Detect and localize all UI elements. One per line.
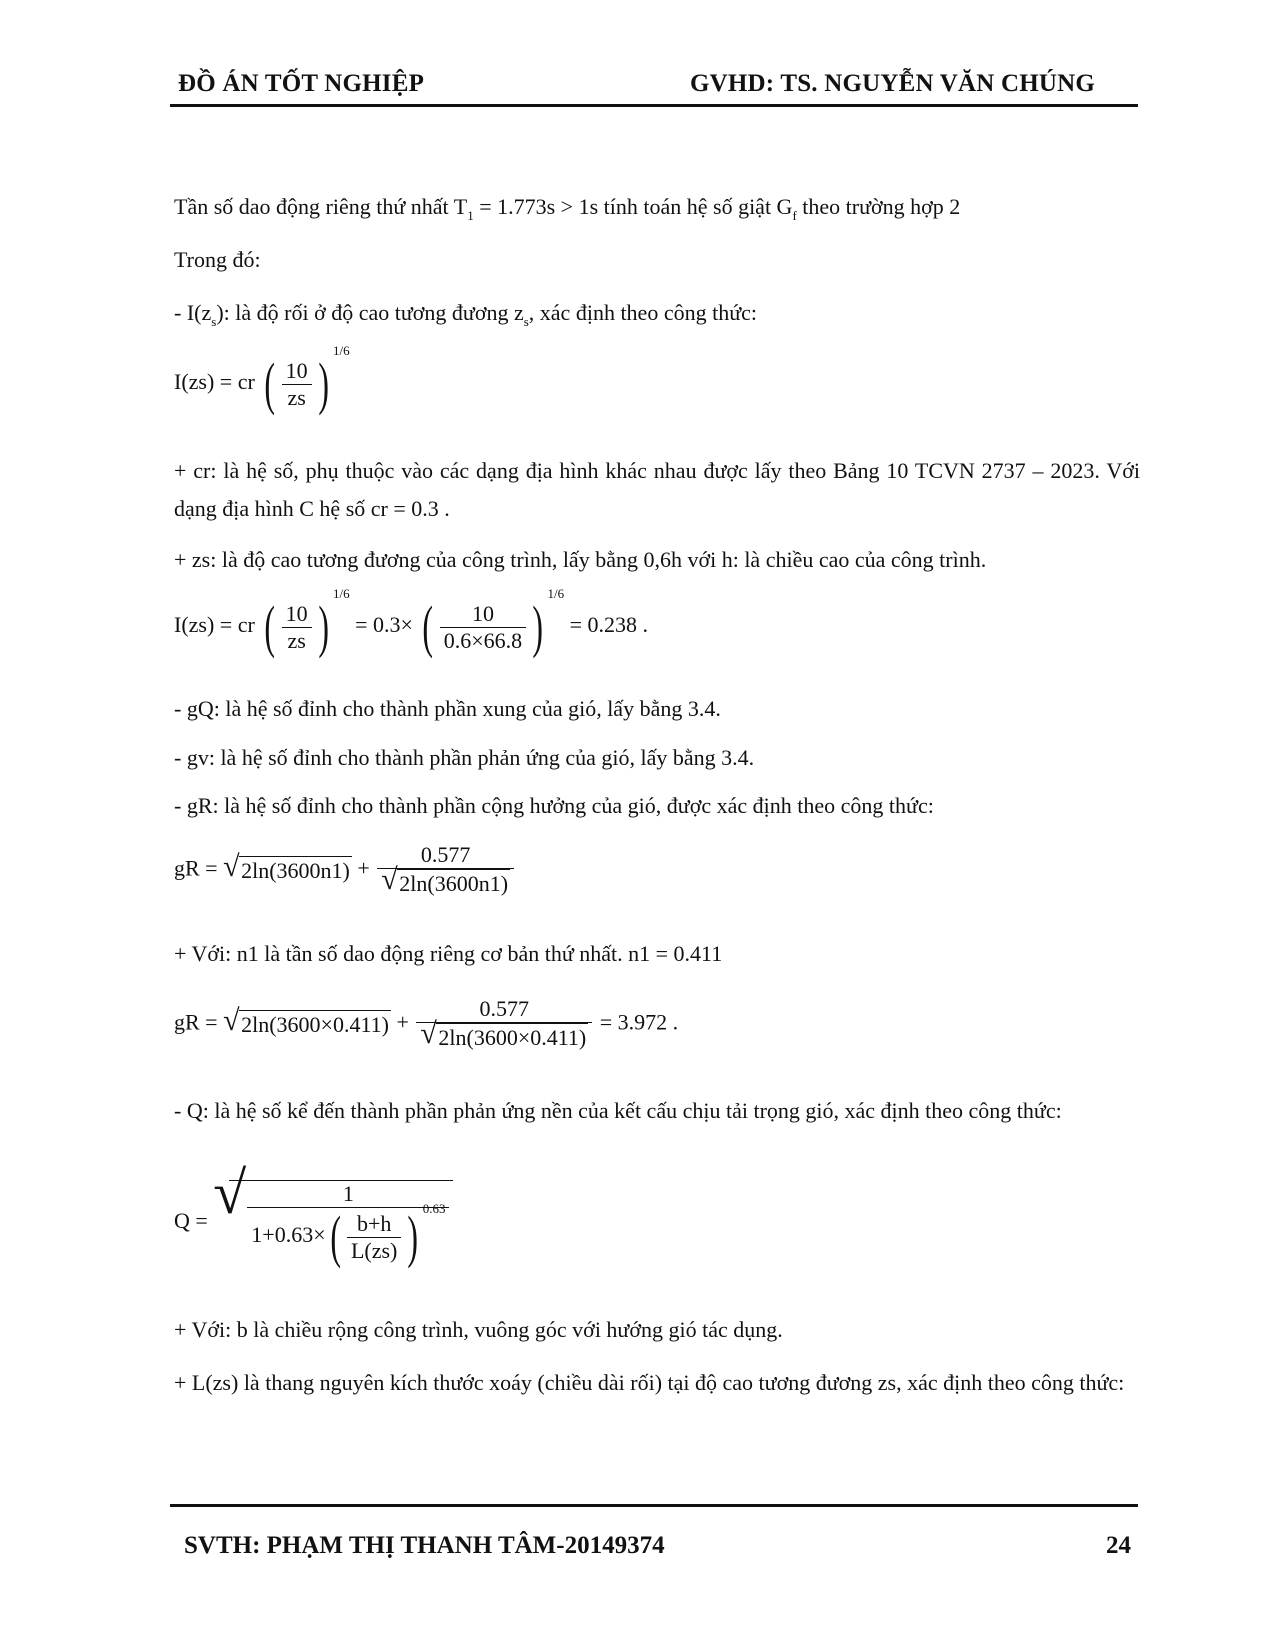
paragraph-cr: + cr: là hệ số, phụ thuộc vào các dạng địa hình khác nhau được lấy theo Bảng 10 TCVN 2737 – 2023. Với dạng địa hình C hệ số cr = 0.3 . [174, 458, 1140, 521]
sqrt: √ 2ln(3600×0.411) [223, 1003, 389, 1037]
formula-lhs: gR = [174, 1009, 218, 1035]
header-title: ĐỒ ÁN TỐT NGHIỆP [178, 70, 425, 97]
formula-result: = 3.972 . [599, 1009, 679, 1035]
fraction: 0.577 √ 2ln(3600×0.411) [416, 996, 592, 1052]
formula-turbulence-value: I(zs) = cr ( $\frac{10}{zs}$ )$^{1/6}$ = 0.3× ( $\frac{10}{0.6\times 66.8}$ )$^{1/6}$ = 0.238 . [174, 586, 649, 659]
paragraph-zs: + zs: là độ cao tương đương của công trình, lấy bằng 0,6h với h: là chiều cao của công trình. [174, 547, 987, 572]
fraction: 0.577 √ 2ln(3600n1) [377, 842, 514, 898]
text: theo trường hợp 2 [796, 194, 961, 219]
text: = 1.773s > 1s tính toán hệ số giật G [473, 194, 793, 219]
sqrt: √ 2ln(3600n1) [223, 849, 350, 883]
formula-turbulence: I(zs) = cr ( $\frac{10}{zs}$ )$^{1/6}$ [174, 343, 350, 416]
header-rule [170, 104, 1138, 107]
fraction: $\frac{10}{zs}$ [282, 358, 312, 411]
exponent: 0.63 [422, 1201, 446, 1216]
symbol-sub: f [792, 208, 797, 223]
text: Tần số dao động riêng thứ nhất [174, 194, 454, 219]
exponent: 1/6 [332, 343, 350, 358]
formula-gR-value: gR = √ 2ln(3600×0.411) + 0.577 √ 2ln(3600×0.411) = 3.972 . [174, 996, 679, 1051]
exponent: 1/6 [547, 586, 565, 601]
symbol-sub: s [211, 314, 217, 329]
symbol-sub: 1 [467, 208, 474, 223]
paragraph-turbulence [174, 299, 757, 330]
paragraph-Q: - Q: là hệ số kể đến thành phần phản ứng nền của kết cấu chịu tải trọng gió, xác định theo công thức: [174, 1098, 1062, 1123]
sqrt: √ 1 1+0.63×( $\frac{b+h}{L(zs)}$ ) $^{0.63}$ [213, 1180, 453, 1266]
formula-mid: = 0.3× [355, 612, 413, 638]
page-number: 24 [1106, 1532, 1131, 1559]
formula-gR: gR = √ 2ln(3600n1) + 0.577 √ 2ln(3600n1) [174, 842, 516, 898]
fraction: $\frac{10}{zs}$ [282, 601, 312, 654]
exponent: 1/6 [332, 586, 350, 601]
formula-lhs: I(zs) = cr [174, 369, 255, 395]
text: ): là độ rối ở độ cao tương đương z [216, 300, 524, 325]
paragraph-frequency [174, 193, 960, 224]
text: - I(z [174, 300, 212, 325]
text: , xác định theo công thức: [528, 300, 757, 325]
fraction: $\frac{10}{0.6\times 66.8}$ [440, 601, 526, 654]
paragraph-where: Trong đó: [174, 247, 261, 272]
formula-lhs: Q = [174, 1208, 208, 1234]
symbol-T: T [453, 194, 468, 219]
header-supervisor: GVHD: TS. NGUYỄN VĂN CHÚNG [690, 70, 1096, 97]
paragraph-gR: - gR: là hệ số đỉnh cho thành phần cộng hưởng của gió, được xác định theo công thức: [174, 793, 934, 818]
paragraph-b: + Với: b là chiều rộng công trình, vuông góc với hướng gió tác dụng. [174, 1317, 783, 1342]
paragraph-L: + L(zs) là thang nguyên kích thước xoáy (chiều dài rối) tại độ cao tương đương zs, xác định theo công thức: [174, 1370, 1125, 1395]
formula-Q [174, 1160, 453, 1269]
footer-rule [170, 1504, 1138, 1507]
formula-lhs: I(zs) = cr [174, 612, 255, 638]
symbol-sub: s [523, 314, 529, 329]
footer-student: SVTH: PHẠM THỊ THANH TÂM-20149374 [184, 1532, 665, 1559]
paragraph-gQ: - gQ: là hệ số đỉnh cho thành phần xung của gió, lấy bằng 3.4. [174, 696, 721, 721]
fraction: 1 1+0.63×( $\frac{b+h}{L(zs)}$ ) $^{0.63}$ [247, 1181, 449, 1266]
formula-result: = 0.238 . [569, 612, 649, 638]
formula-lhs: gR = [174, 855, 218, 881]
paragraph-n1: + Với: n1 là tần số dao động riêng cơ bản thứ nhất. n1 = 0.411 [174, 941, 723, 966]
paragraph-gv: - gv: là hệ số đỉnh cho thành phần phản ứng của gió, lấy bằng 3.4. [174, 745, 755, 770]
